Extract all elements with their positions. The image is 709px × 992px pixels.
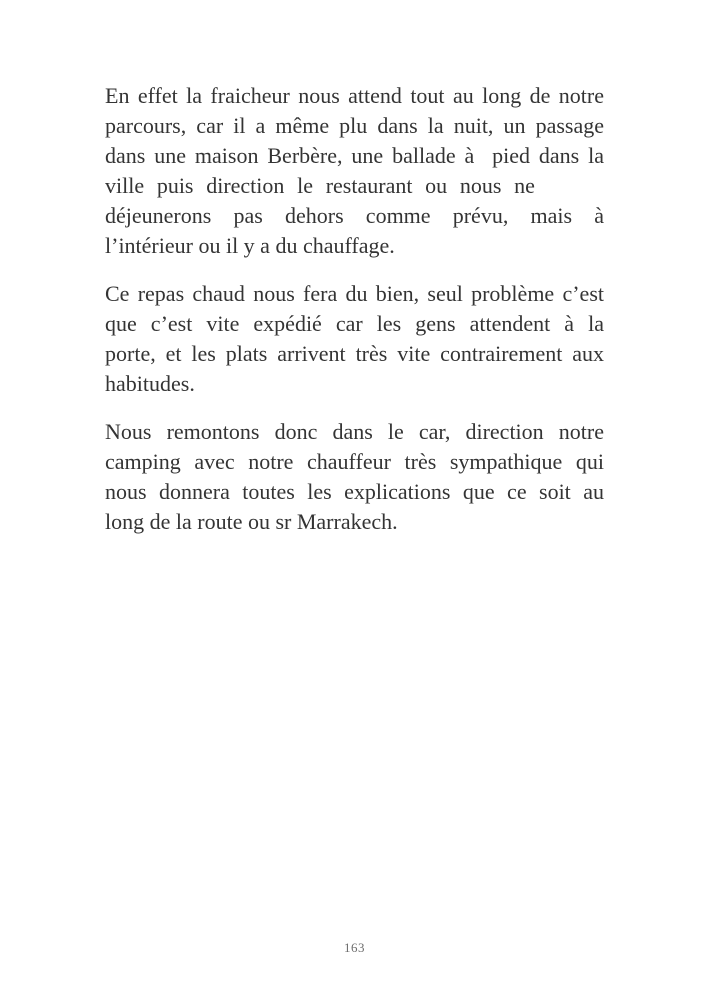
- paragraph-3: [105, 417, 604, 537]
- text-line: dans une maison Berbère, une ballade à pied dans la: [105, 143, 604, 168]
- text-line: porte, et les plats arrivent très vite contrairement aux: [105, 341, 604, 366]
- text-line: ville puis direction le restaurant ou nous ne: [105, 173, 604, 198]
- text-line: En effet la fraicheur nous attend tout au long de notre: [105, 83, 604, 108]
- paragraph-2: [105, 279, 604, 399]
- text-line: camping avec notre chauffeur très sympathique qui: [105, 449, 604, 474]
- text-line: habitudes.: [105, 371, 195, 396]
- text-line: parcours, car il a même plu dans la nuit, un passage: [105, 113, 604, 138]
- text-line: nous donnera toutes les explications que ce soit au: [105, 479, 604, 504]
- paragraph-1: [105, 81, 604, 261]
- page-number: 163: [344, 940, 365, 955]
- text-line: Ce repas chaud nous fera du bien, seul problème c’est: [105, 281, 604, 306]
- text-line: déjeunerons pas dehors comme prévu, mais à: [105, 203, 604, 228]
- text-line: long de la route ou sr Marrakech.: [105, 509, 398, 534]
- text-block: [105, 81, 604, 555]
- text-line: Nous remontons donc dans le car, direction notre: [105, 419, 604, 444]
- text-line: l’intérieur ou il y a du chauffage.: [105, 233, 395, 258]
- text-line: que c’est vite expédié car les gens attendent à la: [105, 311, 604, 336]
